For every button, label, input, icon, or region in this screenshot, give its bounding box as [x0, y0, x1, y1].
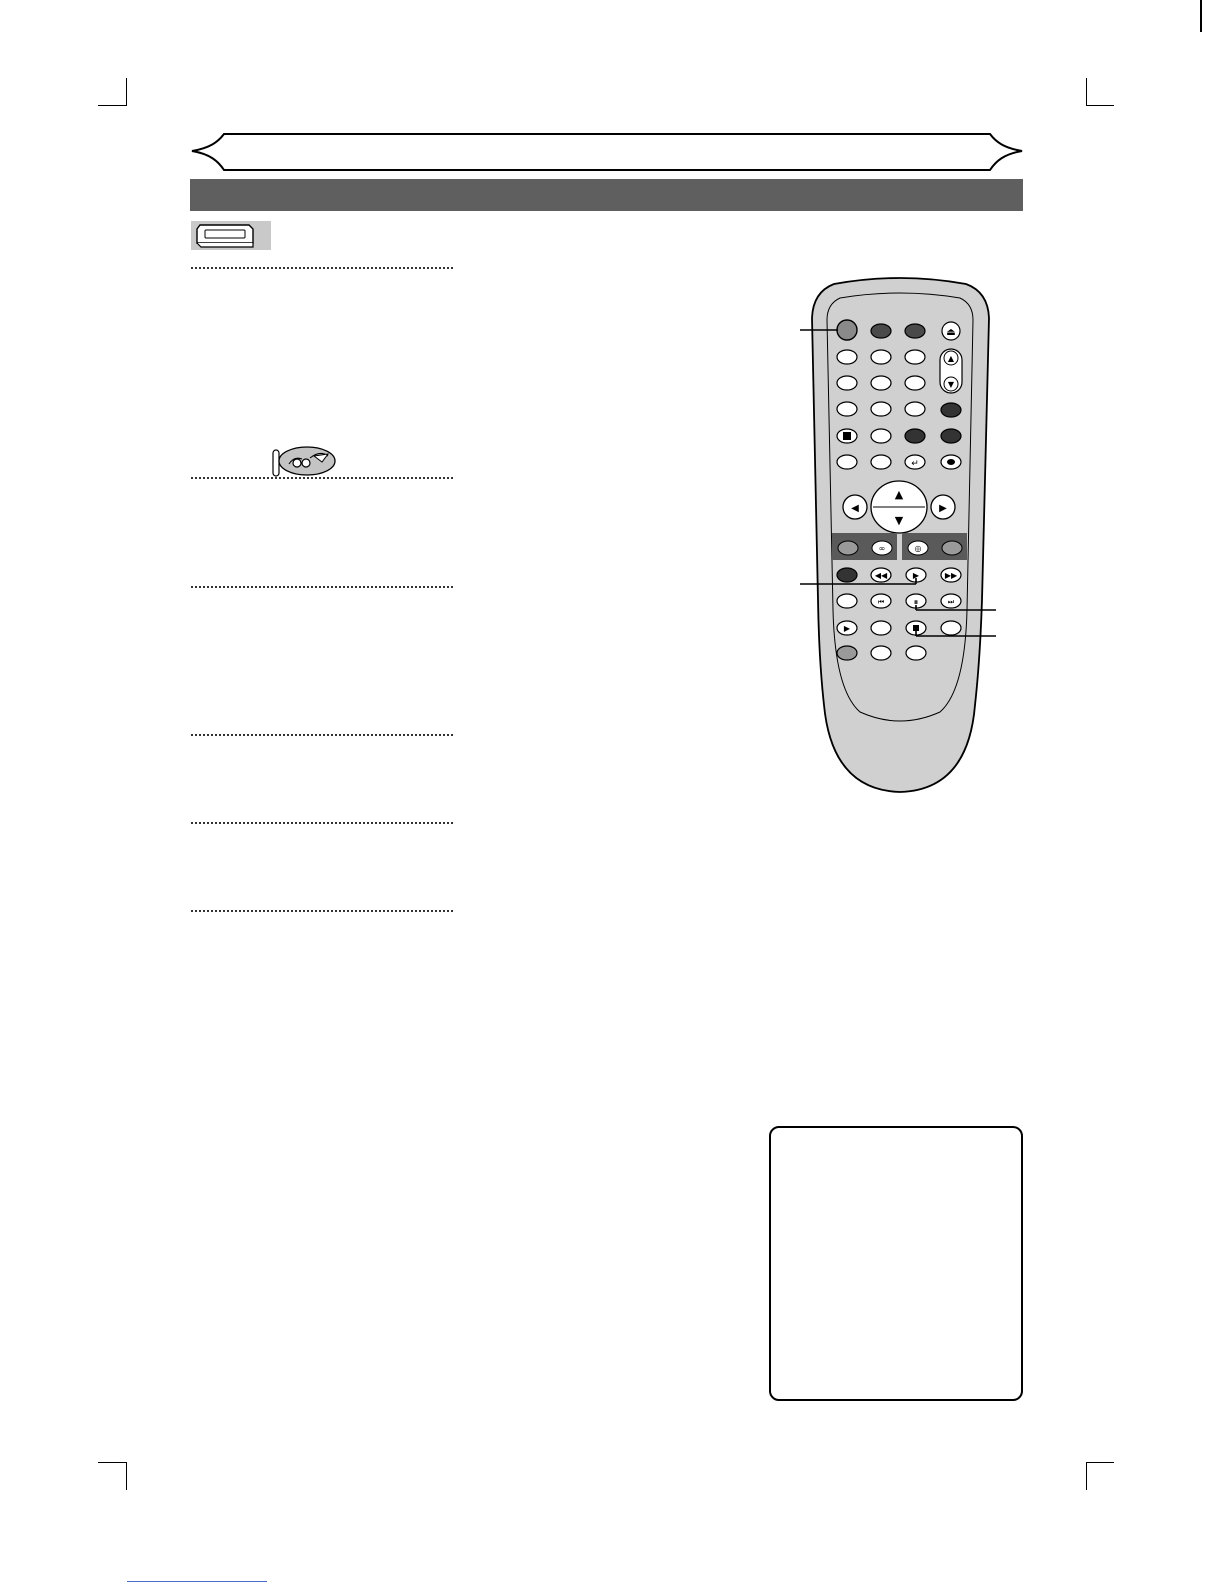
crop-mark-bottom-right-h [1086, 1462, 1114, 1463]
crop-mark-bottom-left-v [126, 1462, 127, 1490]
skip-back-icon: ⏮ [877, 598, 885, 606]
media-tag [191, 221, 271, 250]
separator-1 [191, 267, 453, 269]
nav-down-icon[interactable]: ▼ [894, 514, 904, 527]
rewind-icon: ◀◀ [874, 571, 888, 580]
crop-mark-bottom-left-h [98, 1462, 126, 1463]
crop-mark-top-left-h [98, 105, 126, 106]
page-title [240, 138, 980, 166]
disc-icon: ◎ [914, 544, 922, 553]
callout-lines [790, 320, 1000, 650]
crop-mark-top-left-v [126, 78, 127, 106]
separator-4 [191, 734, 453, 736]
nav-up-icon[interactable]: ▲ [894, 488, 904, 501]
tape-loop-icon: ∞ [878, 544, 886, 553]
separator-5 [191, 822, 453, 824]
vcr-cassette-icon [191, 221, 271, 250]
separator-6 [191, 910, 453, 912]
nav-left-icon: ◀ [851, 503, 859, 514]
crop-mark-bottom-right-v [1086, 1462, 1087, 1490]
crop-mark-top-right-v [1086, 78, 1087, 106]
pause-icon: ⏸ [913, 598, 919, 608]
slow-play-icon: ▶ [843, 624, 851, 633]
triangle-down-icon: ▼ [947, 380, 955, 389]
section-banner [190, 179, 1023, 211]
section-heading [190, 185, 202, 205]
fast-forward-icon: ▶▶ [944, 571, 958, 580]
nav-right-icon: ▶ [939, 503, 947, 514]
note-box [769, 1126, 1023, 1401]
separator-3 [191, 586, 453, 588]
hint-character-icon [270, 444, 338, 478]
play-icon: ▶ [912, 571, 920, 580]
top-center-mark [1200, 0, 1202, 32]
return-arrow-icon: ↵ [911, 459, 919, 469]
skip-forward-icon: ⏭ [947, 598, 955, 606]
eject-icon: ⏏ [946, 327, 956, 338]
footer-link-underline[interactable] [127, 1581, 267, 1582]
triangle-up-icon: ▲ [947, 354, 955, 363]
crop-mark-top-right-h [1086, 105, 1114, 106]
